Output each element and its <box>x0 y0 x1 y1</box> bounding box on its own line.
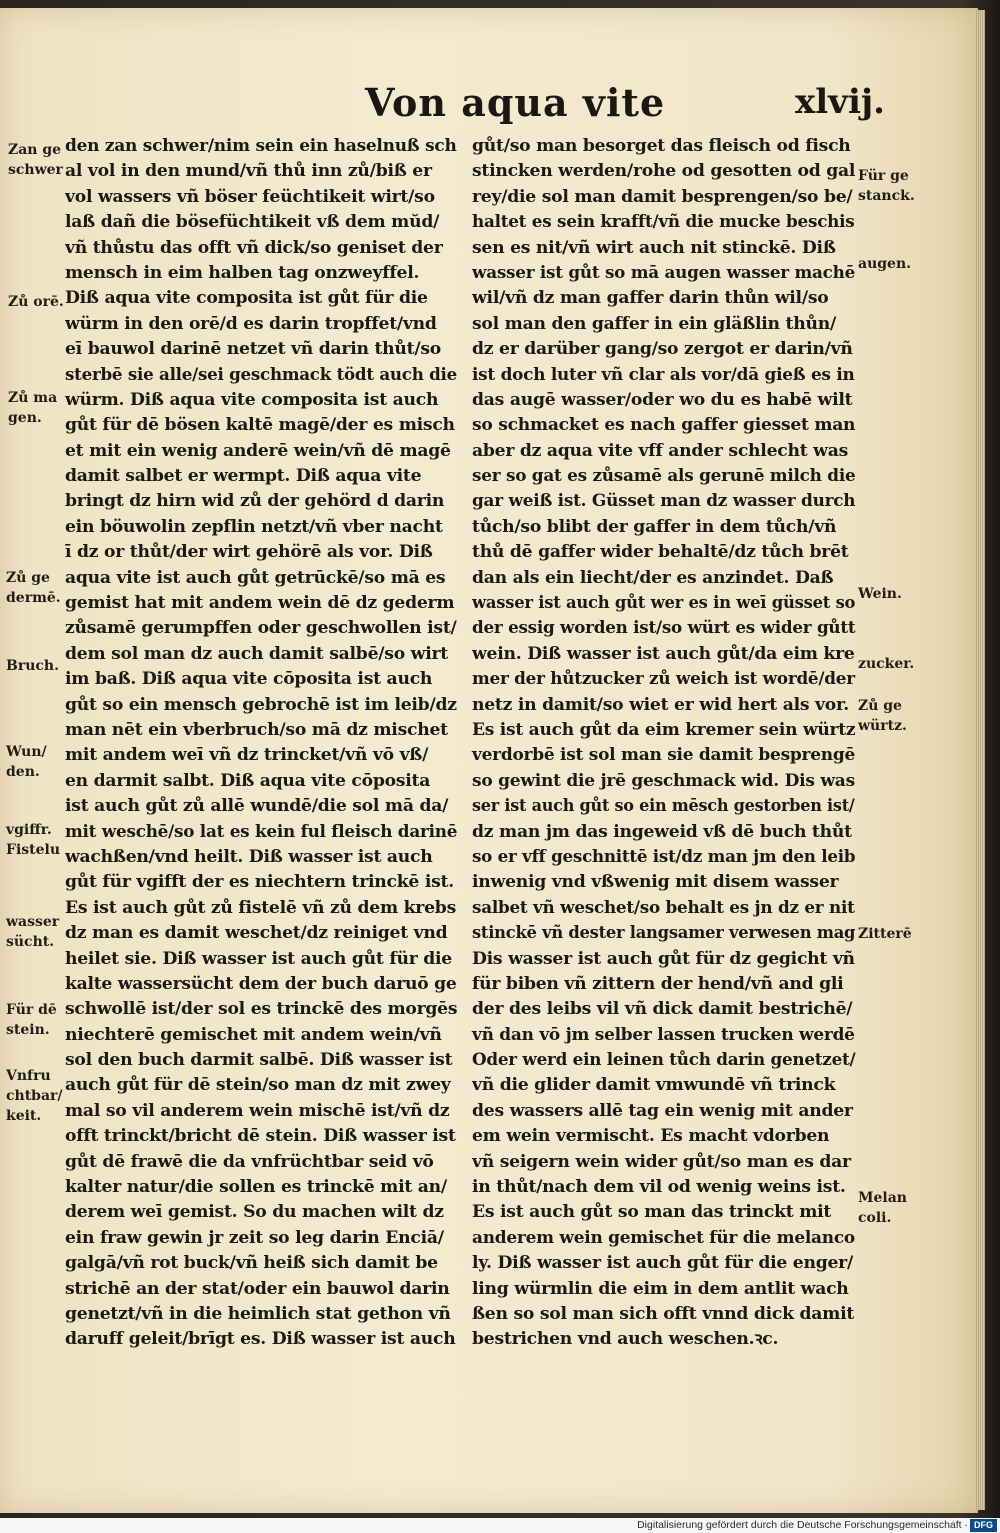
margin-note-left: Für dē stein. <box>6 1002 57 1038</box>
text-line: vñ die glider damit vmwundē vñ trinck <box>472 1075 836 1096</box>
text-line: für biben vñ zittern der hend/vñ and gli <box>472 973 844 994</box>
text-line: kalter natur/die sollen es trinckē mit an/ <box>65 1177 447 1198</box>
text-line: Diß aqua vite composita ist gůt für die <box>65 288 428 309</box>
text-line: den zan schwer/nim sein ein haselnuß sch <box>65 136 457 156</box>
text-line: dz er darüber gang/so zergot er darin/vñ <box>472 339 853 360</box>
text-line: so gewint die jrē geschmack wid. Dis was <box>472 770 855 791</box>
text-line: ein böuwolin zepflin netzt/vñ vber nacht <box>65 516 443 537</box>
text-line: dan als ein liecht/der es anzindet. Daß <box>472 567 834 588</box>
text-line: vol wassers vñ böser feüchtikeit wirt/so <box>65 186 435 207</box>
text-line: derem weī gemist. So du machen wilt dz <box>65 1202 444 1223</box>
text-line: stinckē vñ dester langsamer verwesen mag <box>472 923 856 944</box>
text-line: tůch/so blibt der gaffer in dem tůch/vñ <box>472 516 837 537</box>
text-line: der essig worden ist/so würt es wider gůtt <box>472 618 856 639</box>
margin-note-right: Melan coli. <box>858 1190 907 1226</box>
text-line: dz man es damit weschet/dz reiniget vnd <box>65 923 448 944</box>
text-line: auch gůt für dē stein/so man dz mit zwey <box>65 1075 451 1096</box>
margin-note-left: Zů ma gen. <box>8 390 58 426</box>
text-line: vñ thůstu das offt vñ dick/so geniset der <box>65 237 443 258</box>
text-line: dem sol man dz auch damit salbē/so wirt <box>65 643 448 664</box>
text-line: der des leibs vil vñ dick damit bestrichē/ <box>472 999 853 1020</box>
text-line: et mit ein wenig anderē wein/vñ dē magē <box>65 440 451 461</box>
text-line: würm. Diß aqua vite composita ist auch <box>65 389 439 410</box>
text-line: ein fraw gewin jr zeit so leg darin Enciā/ <box>65 1227 444 1248</box>
text-line: em wein vermischt. Es macht vdorben <box>472 1126 830 1147</box>
text-line: ī dz or thůt/der wirt gehörē als vor. Diß <box>65 542 433 563</box>
text-line: mit weschē/so lat es kein ful fleisch darinē <box>65 821 458 842</box>
margin-note-right: zucker. <box>858 656 915 672</box>
text-line: verdorbē ist sol man sie damit besprengē <box>472 745 856 766</box>
text-line: wachßen/vnd heilt. Diß wasser ist auch <box>65 846 433 867</box>
text-line: thů dē gaffer wider behaltē/dz tůch brēt <box>472 542 849 563</box>
margin-note-left: wasser sücht. <box>6 914 60 950</box>
text-line: gůt/so man besorget das fleisch od fisch <box>472 136 851 156</box>
margin-note-right: Zů ge würtz. <box>858 698 907 734</box>
text-line: so er vff geschnittē ist/dz man jm den leib <box>472 846 856 867</box>
left-text-column <box>65 134 457 1353</box>
text-line: Oder werd ein leinen tůch darin genetzet/ <box>472 1050 856 1071</box>
text-line: eī bauwol darinē netzet vñ darin thůt/so <box>65 339 441 360</box>
text-line: das augē wasser/oder wo du es habē wilt <box>472 389 853 410</box>
running-head-title: Von aqua vite <box>365 80 666 125</box>
text-line: inwenig vnd vßwenig mit disem wasser <box>472 872 839 893</box>
text-line: heilet sie. Diß wasser ist auch gůt für die <box>65 948 452 969</box>
text-line: im baß. Diß aqua vite cōposita ist auch <box>65 669 433 690</box>
text-line: ser so gat es zůsamē als gerunē milch die <box>472 466 856 487</box>
text-line: mit andem weī vñ dz trincket/vñ vō vß/ <box>65 745 429 766</box>
text-line: zůsamē gerumpffen oder geschwollen ist/ <box>65 618 457 639</box>
text-line: ist auch gůt zů allē wundē/die sol mā da/ <box>65 796 449 817</box>
text-line: vñ dan vō jm selber lassen trucken werdē <box>472 1024 855 1045</box>
text-line: sol den buch darmit salbē. Diß wasser ist <box>65 1050 453 1071</box>
text-line: vñ seigern wein wider gůt/so man es dar <box>472 1151 851 1172</box>
text-line: wasser ist gůt so mā augen wasser machē <box>472 262 856 283</box>
text-line: stincken werden/rohe od gesotten od gal <box>472 161 855 182</box>
text-line: mensch in eim halben tag onzweyffel. <box>65 262 420 283</box>
text-line: mal so vil anderem wein mischē ist/vñ dz <box>65 1100 450 1121</box>
text-line: wein. Diß wasser ist auch gůt/da eim kre <box>472 643 855 664</box>
text-line: bestrichen vnd auch weschen.ꝛc. <box>472 1329 779 1350</box>
dfg-logo: DFG <box>970 1519 997 1532</box>
page-stack-edge <box>975 10 985 1510</box>
text-line: sol man den gaffer in ein gläßlin thůn/ <box>472 313 836 334</box>
text-line: aqua vite ist auch gůt getrūckē/so mā es <box>65 567 446 588</box>
text-line: niechterē gemischet mit andem wein/vñ <box>65 1024 442 1045</box>
text-line: Es ist auch gůt da eim kremer sein würtz <box>472 719 856 740</box>
text-line: galgā/vñ rot buck/vñ heiß sich damit be <box>65 1253 438 1274</box>
text-line: en darmit salbt. Diß aqua vite cōposita <box>65 770 431 791</box>
margin-note-left: Vnfru chtbar/ keit. <box>6 1068 63 1124</box>
margin-note-left: Bruch. <box>6 658 59 674</box>
text-line: haltet es sein krafft/vñ die mucke beschis <box>472 212 855 233</box>
text-line: ist doch luter vñ clar als vor/dā gieß es in <box>472 364 855 385</box>
text-line: gar weiß ist. Güsset man dz wasser durch <box>472 491 856 512</box>
text-line: sen es nit/vñ wirt auch nit stinckē. Diß <box>472 237 836 258</box>
text-line: wil/vñ dz man gaffer darin thůn wil/so <box>472 288 829 309</box>
text-line: genetzt/vñ in die heimlich stat gethon vñ <box>65 1303 451 1324</box>
text-line: ser ist auch gůt so ein mēsch gestorben ist/ <box>472 796 855 817</box>
folio-number: xlvij. <box>795 82 885 122</box>
text-line: rey/die sol man damit besprengen/so be/ <box>472 186 853 207</box>
text-line: ling würmlin die eim in dem antlit wach <box>472 1278 849 1299</box>
text-line: man nēt ein vberbruch/so mā dz mischet <box>65 719 448 740</box>
margin-note-right: Für ge stanck. <box>858 168 915 204</box>
text-line: offt trinckt/bricht dē stein. Diß wasser ist <box>65 1126 456 1147</box>
text-line: schwollē ist/der sol es trinckē des morgēs <box>65 999 457 1020</box>
text-line: gůt für vgifft der es niechtern trinckē ist. <box>65 872 454 893</box>
footer-credit: Digitalisierung gefördert durch die Deutsche Forschungsgemeinschaft · <box>637 1519 968 1531</box>
text-line: würm in den orē/d es darin tropffet/vnd <box>65 313 437 334</box>
text-line: al vol in den mund/vñ thů inn zů/biß er <box>65 161 432 182</box>
margin-note-right: augen. <box>858 256 911 272</box>
text-line: anderem wein gemischet für die melanco <box>472 1227 855 1248</box>
text-line: gůt so ein mensch gebrochē ist im leib/dz <box>65 694 457 715</box>
text-line: kalte wassersücht dem der buch daruō ge <box>65 973 457 994</box>
text-line: laß dañ die bösefüchtikeit vß dem mŭd/ <box>65 212 440 233</box>
margin-note-left: vgiffr. Fistelu <box>6 822 61 858</box>
text-line: Dis wasser ist auch gůt für dz gegicht vñ <box>472 948 855 969</box>
margin-note-left: Zů orē. <box>8 294 64 310</box>
text-line: in thůt/nach dem vil od wenig weins ist. <box>472 1177 846 1198</box>
text-line: strichē an der stat/oder ein bauwol darin <box>65 1278 450 1299</box>
text-line: daruff geleit/brīgt es. Diß wasser ist auch <box>65 1329 456 1350</box>
text-line: salbet vñ weschet/so behalt es jn dz er nit <box>472 897 855 918</box>
text-line: damit salbet er wermpt. Diß aqua vite <box>65 466 422 487</box>
text-line: bringt dz hirn wid zů der gehörd d darin <box>65 491 445 512</box>
text-line: gemist hat mit andem wein dē dz gederm <box>65 593 455 614</box>
text-line: aber dz aqua vite vff ander schlecht was <box>472 440 849 461</box>
text-line: mer der hůtzucker zů weich ist wordē/der <box>472 669 855 690</box>
margin-note-right: Wein. <box>858 586 902 602</box>
text-line: gůt für dē bösen kaltē magē/der es misch <box>65 415 455 436</box>
text-line: ly. Diß wasser ist auch gůt für die enger/ <box>472 1253 854 1274</box>
text-line: wasser ist auch gůt wer es in weī güsset so <box>472 593 856 614</box>
text-line: Es ist auch gůt zů fistelē vñ zů dem krebs <box>65 897 456 918</box>
text-line: sterbē sie alle/sei geschmack tödt auch die <box>65 364 458 385</box>
text-line: gůt dē frawē die da vnfrüchtbar seid vō <box>65 1151 434 1172</box>
text-line: dz man jm das ingeweid vß dē buch thůt <box>472 821 852 842</box>
text-line: Es ist auch gůt so man das trinckt mit <box>472 1202 832 1223</box>
text-line: netz in damit/so wiet er wid hert als vor. <box>472 694 849 715</box>
right-text-column <box>472 134 855 1353</box>
margin-note-left: Zan ge schwer <box>8 142 63 178</box>
margin-note-left: Zů ge dermē. <box>6 570 61 606</box>
text-line: ßen so sol man sich offt vnnd dick damit <box>472 1303 855 1324</box>
margin-note-right: Zitterē <box>858 926 912 942</box>
text-line: so schmacket es nach gaffer giesset man <box>472 415 856 436</box>
text-line: des wassers allē tag ein wenig mit ander <box>472 1100 853 1121</box>
margin-note-left: Wun/ den. <box>6 744 47 780</box>
